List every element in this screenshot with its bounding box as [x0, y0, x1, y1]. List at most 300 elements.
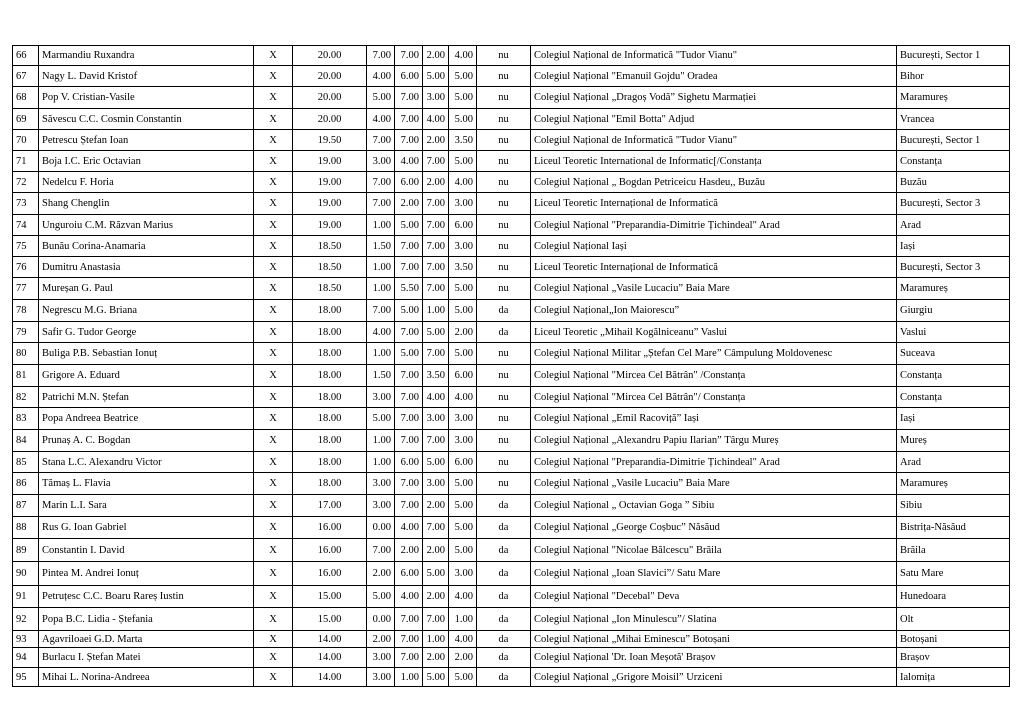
cell-total-score: 19.00	[293, 151, 367, 172]
cell-mark-x: X	[254, 322, 293, 343]
cell-student-name: Burlacu I. Ștefan Matei	[39, 648, 254, 668]
cell-student-name: Petrescu Ștefan Ioan	[39, 130, 254, 151]
cell-score-p3: 7.00	[423, 608, 449, 631]
cell-score-p4: 6.00	[449, 215, 477, 236]
cell-mark-x: X	[254, 46, 293, 66]
cell-county: București, Sector 3	[897, 193, 1010, 215]
cell-county: Brașov	[897, 648, 1010, 668]
cell-school-name: Colegiul Național „Vasile Lucaciu” Baia Mare	[531, 278, 897, 300]
cell-score-p3: 2.00	[423, 539, 449, 562]
cell-score-p2: 7.00	[395, 46, 423, 66]
cell-score-p3: 3.50	[423, 365, 449, 387]
cell-school-name: Colegiul Național "Emil Botta" Adjud	[531, 109, 897, 130]
cell-flag: nu	[477, 387, 531, 408]
cell-county: Vaslui	[897, 322, 1010, 343]
cell-student-name: Marin L.I. Sara	[39, 495, 254, 517]
cell-flag: nu	[477, 473, 531, 495]
cell-score-p2: 4.00	[395, 586, 423, 608]
cell-row-number: 72	[13, 172, 39, 193]
cell-score-p4: 5.00	[449, 343, 477, 365]
cell-score-p2: 7.00	[395, 365, 423, 387]
cell-row-number: 83	[13, 408, 39, 430]
cell-score-p1: 7.00	[367, 46, 395, 66]
cell-county: Satu Mare	[897, 562, 1010, 586]
cell-mark-x: X	[254, 608, 293, 631]
cell-flag: nu	[477, 365, 531, 387]
cell-total-score: 20.00	[293, 66, 367, 87]
table-body	[13, 46, 1010, 687]
cell-student-name: Popa Andreea Beatrice	[39, 408, 254, 430]
cell-score-p1: 1.00	[367, 215, 395, 236]
cell-score-p1: 5.00	[367, 87, 395, 109]
cell-flag: nu	[477, 236, 531, 257]
cell-county: Vrancea	[897, 109, 1010, 130]
cell-score-p3: 4.00	[423, 387, 449, 408]
cell-student-name: Petruțesc C.C. Boaru Rareș Iustin	[39, 586, 254, 608]
cell-score-p2: 6.00	[395, 452, 423, 473]
cell-flag: da	[477, 495, 531, 517]
cell-flag: da	[477, 517, 531, 539]
cell-student-name: Dumitru Anastasia	[39, 257, 254, 278]
cell-score-p1: 3.00	[367, 648, 395, 668]
cell-flag: nu	[477, 87, 531, 109]
cell-school-name: Liceul Teoretic International de Informatic[/Constanța	[531, 151, 897, 172]
cell-score-p2: 6.00	[395, 172, 423, 193]
table-row	[13, 365, 1010, 387]
cell-student-name: Nagy L. David Kristof	[39, 66, 254, 87]
cell-score-p1: 3.00	[367, 387, 395, 408]
cell-score-p2: 7.00	[395, 430, 423, 452]
cell-row-number: 77	[13, 278, 39, 300]
cell-school-name: Colegiul Național „Alexandru Papiu Ilarian” Târgu Mureș	[531, 430, 897, 452]
cell-mark-x: X	[254, 562, 293, 586]
cell-score-p3: 7.00	[423, 257, 449, 278]
cell-student-name: Săvescu C.C. Cosmin Constantin	[39, 109, 254, 130]
cell-student-name: Safir G. Tudor George	[39, 322, 254, 343]
cell-score-p1: 1.00	[367, 452, 395, 473]
cell-flag: da	[477, 668, 531, 687]
table-row	[13, 151, 1010, 172]
cell-score-p4: 3.00	[449, 430, 477, 452]
cell-mark-x: X	[254, 130, 293, 151]
cell-school-name: Colegiul Național de Informatică "Tudor Vianu"	[531, 46, 897, 66]
cell-score-p1: 1.00	[367, 430, 395, 452]
cell-flag: nu	[477, 408, 531, 430]
cell-student-name: Negrescu M.G. Briana	[39, 300, 254, 322]
cell-score-p2: 5.00	[395, 343, 423, 365]
cell-row-number: 95	[13, 668, 39, 687]
cell-total-score: 18.00	[293, 300, 367, 322]
cell-score-p4: 5.00	[449, 495, 477, 517]
cell-school-name: Colegiul Național „Grigore Moisil” Urziceni	[531, 668, 897, 687]
table-row	[13, 387, 1010, 408]
table-row	[13, 562, 1010, 586]
cell-row-number: 89	[13, 539, 39, 562]
cell-county: Iași	[897, 236, 1010, 257]
cell-score-p2: 7.00	[395, 322, 423, 343]
cell-score-p4: 5.00	[449, 66, 477, 87]
cell-score-p1: 4.00	[367, 322, 395, 343]
cell-score-p2: 7.00	[395, 236, 423, 257]
cell-school-name: Colegiul Național "Preparandia-Dimitrie Țichindeal" Arad	[531, 215, 897, 236]
cell-score-p2: 7.00	[395, 608, 423, 631]
cell-row-number: 94	[13, 648, 39, 668]
table-row	[13, 495, 1010, 517]
cell-county: Constanța	[897, 387, 1010, 408]
cell-school-name: Colegiul Național „Ion Minulescu”/ Slatina	[531, 608, 897, 631]
cell-mark-x: X	[254, 430, 293, 452]
cell-score-p3: 5.00	[423, 562, 449, 586]
cell-score-p2: 4.00	[395, 151, 423, 172]
cell-row-number: 84	[13, 430, 39, 452]
cell-school-name: Colegiul Național „Dragoș Vodă” Sighetu Marmației	[531, 87, 897, 109]
cell-score-p4: 2.00	[449, 648, 477, 668]
cell-row-number: 71	[13, 151, 39, 172]
cell-flag: nu	[477, 66, 531, 87]
cell-mark-x: X	[254, 473, 293, 495]
cell-score-p3: 2.00	[423, 648, 449, 668]
cell-score-p4: 5.00	[449, 151, 477, 172]
cell-score-p2: 7.00	[395, 130, 423, 151]
cell-student-name: Prunaș A. C. Bogdan	[39, 430, 254, 452]
cell-mark-x: X	[254, 517, 293, 539]
cell-school-name: Colegiul Național "Emanuil Gojdu" Oradea	[531, 66, 897, 87]
table-row	[13, 322, 1010, 343]
cell-school-name: Colegiul Național „Emil Racoviță” Iași	[531, 408, 897, 430]
table-row	[13, 668, 1010, 687]
cell-score-p1: 7.00	[367, 193, 395, 215]
cell-score-p4: 6.00	[449, 452, 477, 473]
cell-flag: nu	[477, 130, 531, 151]
cell-total-score: 18.00	[293, 473, 367, 495]
cell-row-number: 92	[13, 608, 39, 631]
cell-row-number: 70	[13, 130, 39, 151]
table-row	[13, 172, 1010, 193]
cell-score-p2: 7.00	[395, 109, 423, 130]
cell-score-p3: 2.00	[423, 172, 449, 193]
cell-score-p4: 4.00	[449, 586, 477, 608]
cell-score-p3: 1.00	[423, 300, 449, 322]
cell-flag: nu	[477, 109, 531, 130]
cell-school-name: Liceul Teoretic „Mihail Kogălniceanu” Vaslui	[531, 322, 897, 343]
cell-flag: nu	[477, 343, 531, 365]
table-row	[13, 300, 1010, 322]
cell-school-name: Colegiul Național "Nicolae Bălcescu" Brăila	[531, 539, 897, 562]
cell-student-name: Tămaș L. Flavia	[39, 473, 254, 495]
cell-total-score: 18.00	[293, 365, 367, 387]
cell-score-p3: 7.00	[423, 517, 449, 539]
cell-county: Bihor	[897, 66, 1010, 87]
table-row	[13, 473, 1010, 495]
table-row	[13, 257, 1010, 278]
cell-student-name: Shang Chenglin	[39, 193, 254, 215]
cell-score-p3: 5.00	[423, 322, 449, 343]
cell-score-p4: 5.00	[449, 473, 477, 495]
table-row	[13, 539, 1010, 562]
cell-student-name: Boja I.C. Eric Octavian	[39, 151, 254, 172]
cell-mark-x: X	[254, 343, 293, 365]
cell-score-p3: 7.00	[423, 430, 449, 452]
cell-score-p1: 4.00	[367, 66, 395, 87]
cell-county: Brăila	[897, 539, 1010, 562]
cell-row-number: 91	[13, 586, 39, 608]
cell-total-score: 18.00	[293, 430, 367, 452]
cell-school-name: Colegiul Național 'Dr. Ioan Meșotă' Brașov	[531, 648, 897, 668]
cell-row-number: 82	[13, 387, 39, 408]
cell-flag: da	[477, 608, 531, 631]
cell-mark-x: X	[254, 452, 293, 473]
cell-score-p4: 1.00	[449, 608, 477, 631]
cell-score-p3: 1.00	[423, 631, 449, 648]
cell-score-p2: 2.00	[395, 539, 423, 562]
cell-score-p1: 2.00	[367, 631, 395, 648]
cell-score-p3: 7.00	[423, 215, 449, 236]
cell-total-score: 20.00	[293, 87, 367, 109]
table-row	[13, 517, 1010, 539]
cell-total-score: 18.00	[293, 343, 367, 365]
cell-school-name: Colegiul Național „Vasile Lucaciu” Baia Mare	[531, 473, 897, 495]
cell-student-name: Agavriloaei G.D. Marta	[39, 631, 254, 648]
cell-total-score: 17.00	[293, 495, 367, 517]
cell-school-name: Liceul Teoretic Internațional de Informatică	[531, 257, 897, 278]
cell-score-p3: 7.00	[423, 278, 449, 300]
cell-score-p4: 5.00	[449, 109, 477, 130]
cell-county: Giurgiu	[897, 300, 1010, 322]
cell-county: Mureș	[897, 430, 1010, 452]
cell-score-p3: 5.00	[423, 66, 449, 87]
cell-flag: da	[477, 539, 531, 562]
cell-score-p2: 6.00	[395, 562, 423, 586]
cell-score-p2: 1.00	[395, 668, 423, 687]
cell-score-p3: 7.00	[423, 193, 449, 215]
table-row	[13, 193, 1010, 215]
cell-mark-x: X	[254, 495, 293, 517]
cell-student-name: Grigore A. Eduard	[39, 365, 254, 387]
cell-score-p4: 4.00	[449, 46, 477, 66]
cell-school-name: Colegiul Național „ Octavian Goga ” Sibiu	[531, 495, 897, 517]
cell-score-p2: 2.00	[395, 193, 423, 215]
cell-school-name: Colegiul Național „Ioan Slavici”/ Satu Mare	[531, 562, 897, 586]
cell-total-score: 18.50	[293, 236, 367, 257]
cell-score-p3: 2.00	[423, 586, 449, 608]
cell-score-p3: 7.00	[423, 343, 449, 365]
cell-score-p4: 5.00	[449, 668, 477, 687]
cell-student-name: Nedelcu F. Horia	[39, 172, 254, 193]
cell-school-name: Colegiul Național Iași	[531, 236, 897, 257]
cell-student-name: Constantin I. David	[39, 539, 254, 562]
cell-score-p1: 3.00	[367, 668, 395, 687]
cell-score-p2: 7.00	[395, 87, 423, 109]
cell-row-number: 75	[13, 236, 39, 257]
cell-row-number: 74	[13, 215, 39, 236]
cell-school-name: Colegiul Național "Decebal" Deva	[531, 586, 897, 608]
cell-score-p1: 0.00	[367, 608, 395, 631]
cell-score-p2: 7.00	[395, 257, 423, 278]
cell-score-p1: 3.00	[367, 495, 395, 517]
cell-score-p1: 1.00	[367, 278, 395, 300]
cell-score-p3: 7.00	[423, 151, 449, 172]
cell-mark-x: X	[254, 278, 293, 300]
cell-score-p4: 3.50	[449, 130, 477, 151]
table-row	[13, 278, 1010, 300]
cell-score-p1: 5.00	[367, 586, 395, 608]
cell-score-p3: 2.00	[423, 495, 449, 517]
cell-score-p3: 3.00	[423, 408, 449, 430]
cell-county: Iași	[897, 408, 1010, 430]
cell-flag: da	[477, 562, 531, 586]
cell-score-p1: 3.00	[367, 473, 395, 495]
cell-row-number: 68	[13, 87, 39, 109]
cell-mark-x: X	[254, 172, 293, 193]
cell-score-p4: 5.00	[449, 539, 477, 562]
cell-score-p4: 2.00	[449, 322, 477, 343]
cell-flag: nu	[477, 46, 531, 66]
table-row	[13, 452, 1010, 473]
cell-school-name: Liceul Teoretic Internațional de Informatică	[531, 193, 897, 215]
cell-flag: da	[477, 631, 531, 648]
cell-score-p4: 4.00	[449, 631, 477, 648]
cell-score-p3: 3.00	[423, 87, 449, 109]
cell-mark-x: X	[254, 87, 293, 109]
cell-total-score: 16.00	[293, 539, 367, 562]
cell-county: Olt	[897, 608, 1010, 631]
cell-score-p1: 7.00	[367, 130, 395, 151]
cell-flag: nu	[477, 193, 531, 215]
cell-row-number: 88	[13, 517, 39, 539]
cell-mark-x: X	[254, 631, 293, 648]
cell-score-p3: 4.00	[423, 109, 449, 130]
cell-total-score: 18.00	[293, 387, 367, 408]
cell-flag: da	[477, 300, 531, 322]
table-row	[13, 608, 1010, 631]
cell-county: Maramureș	[897, 473, 1010, 495]
cell-score-p2: 7.00	[395, 473, 423, 495]
cell-score-p3: 3.00	[423, 473, 449, 495]
cell-mark-x: X	[254, 387, 293, 408]
results-table	[12, 45, 1010, 687]
cell-score-p4: 4.00	[449, 387, 477, 408]
cell-total-score: 14.00	[293, 648, 367, 668]
cell-total-score: 18.50	[293, 278, 367, 300]
cell-score-p2: 5.00	[395, 215, 423, 236]
cell-flag: da	[477, 586, 531, 608]
cell-score-p4: 5.00	[449, 87, 477, 109]
table-row	[13, 46, 1010, 66]
cell-mark-x: X	[254, 408, 293, 430]
cell-total-score: 19.50	[293, 130, 367, 151]
cell-score-p2: 5.50	[395, 278, 423, 300]
cell-score-p4: 3.00	[449, 408, 477, 430]
cell-row-number: 86	[13, 473, 39, 495]
cell-row-number: 80	[13, 343, 39, 365]
cell-total-score: 18.00	[293, 322, 367, 343]
cell-student-name: Stana L.C. Alexandru Victor	[39, 452, 254, 473]
cell-row-number: 90	[13, 562, 39, 586]
cell-row-number: 67	[13, 66, 39, 87]
cell-row-number: 69	[13, 109, 39, 130]
table-row	[13, 87, 1010, 109]
cell-score-p4: 3.00	[449, 236, 477, 257]
table-row	[13, 109, 1010, 130]
table-row	[13, 236, 1010, 257]
cell-score-p1: 0.00	[367, 517, 395, 539]
cell-county: București, Sector 3	[897, 257, 1010, 278]
cell-score-p2: 5.00	[395, 300, 423, 322]
cell-student-name: Bunău Corina-Anamaria	[39, 236, 254, 257]
cell-school-name: Colegiul Național de Informatică "Tudor Vianu"	[531, 130, 897, 151]
cell-row-number: 73	[13, 193, 39, 215]
cell-score-p1: 1.50	[367, 365, 395, 387]
cell-score-p2: 7.00	[395, 631, 423, 648]
cell-school-name: Colegiul Național „ Bogdan Petriceicu Hasdeu,, Buzău	[531, 172, 897, 193]
cell-score-p2: 7.00	[395, 648, 423, 668]
cell-student-name: Marmandiu Ruxandra	[39, 46, 254, 66]
cell-county: București, Sector 1	[897, 130, 1010, 151]
cell-row-number: 76	[13, 257, 39, 278]
cell-flag: nu	[477, 151, 531, 172]
cell-total-score: 16.00	[293, 562, 367, 586]
cell-score-p4: 5.00	[449, 517, 477, 539]
cell-total-score: 20.00	[293, 109, 367, 130]
cell-score-p2: 7.00	[395, 387, 423, 408]
cell-score-p1: 5.00	[367, 408, 395, 430]
cell-total-score: 19.00	[293, 172, 367, 193]
cell-score-p1: 3.00	[367, 151, 395, 172]
cell-student-name: Pintea M. Andrei Ionuț	[39, 562, 254, 586]
cell-student-name: Mihai L. Norina-Andreea	[39, 668, 254, 687]
cell-score-p1: 1.00	[367, 343, 395, 365]
cell-row-number: 78	[13, 300, 39, 322]
cell-score-p4: 6.00	[449, 365, 477, 387]
cell-mark-x: X	[254, 151, 293, 172]
cell-flag: nu	[477, 257, 531, 278]
cell-mark-x: X	[254, 300, 293, 322]
cell-mark-x: X	[254, 586, 293, 608]
table-row	[13, 430, 1010, 452]
cell-county: Constanța	[897, 365, 1010, 387]
cell-county: Ialomița	[897, 668, 1010, 687]
table-row	[13, 648, 1010, 668]
cell-school-name: Colegiul Național "Preparandia-Dimitrie Țichindeal" Arad	[531, 452, 897, 473]
table-row	[13, 631, 1010, 648]
cell-score-p4: 3.00	[449, 193, 477, 215]
cell-score-p2: 4.00	[395, 517, 423, 539]
cell-total-score: 16.00	[293, 517, 367, 539]
cell-row-number: 93	[13, 631, 39, 648]
cell-school-name: Colegiul Național „Mihai Eminescu” Botoșani	[531, 631, 897, 648]
table-row	[13, 408, 1010, 430]
cell-mark-x: X	[254, 648, 293, 668]
cell-score-p4: 3.00	[449, 562, 477, 586]
cell-row-number: 79	[13, 322, 39, 343]
cell-county: Botoșani	[897, 631, 1010, 648]
cell-mark-x: X	[254, 668, 293, 687]
cell-mark-x: X	[254, 539, 293, 562]
cell-school-name: Colegiul Național„Ion Maiorescu”	[531, 300, 897, 322]
cell-total-score: 14.00	[293, 631, 367, 648]
cell-flag: nu	[477, 172, 531, 193]
table-row	[13, 66, 1010, 87]
cell-total-score: 14.00	[293, 668, 367, 687]
cell-score-p4: 5.00	[449, 300, 477, 322]
cell-flag: da	[477, 648, 531, 668]
cell-total-score: 18.00	[293, 408, 367, 430]
cell-mark-x: X	[254, 365, 293, 387]
cell-score-p4: 3.50	[449, 257, 477, 278]
cell-row-number: 66	[13, 46, 39, 66]
cell-student-name: Rus G. Ioan Gabriel	[39, 517, 254, 539]
cell-county: Sibiu	[897, 495, 1010, 517]
